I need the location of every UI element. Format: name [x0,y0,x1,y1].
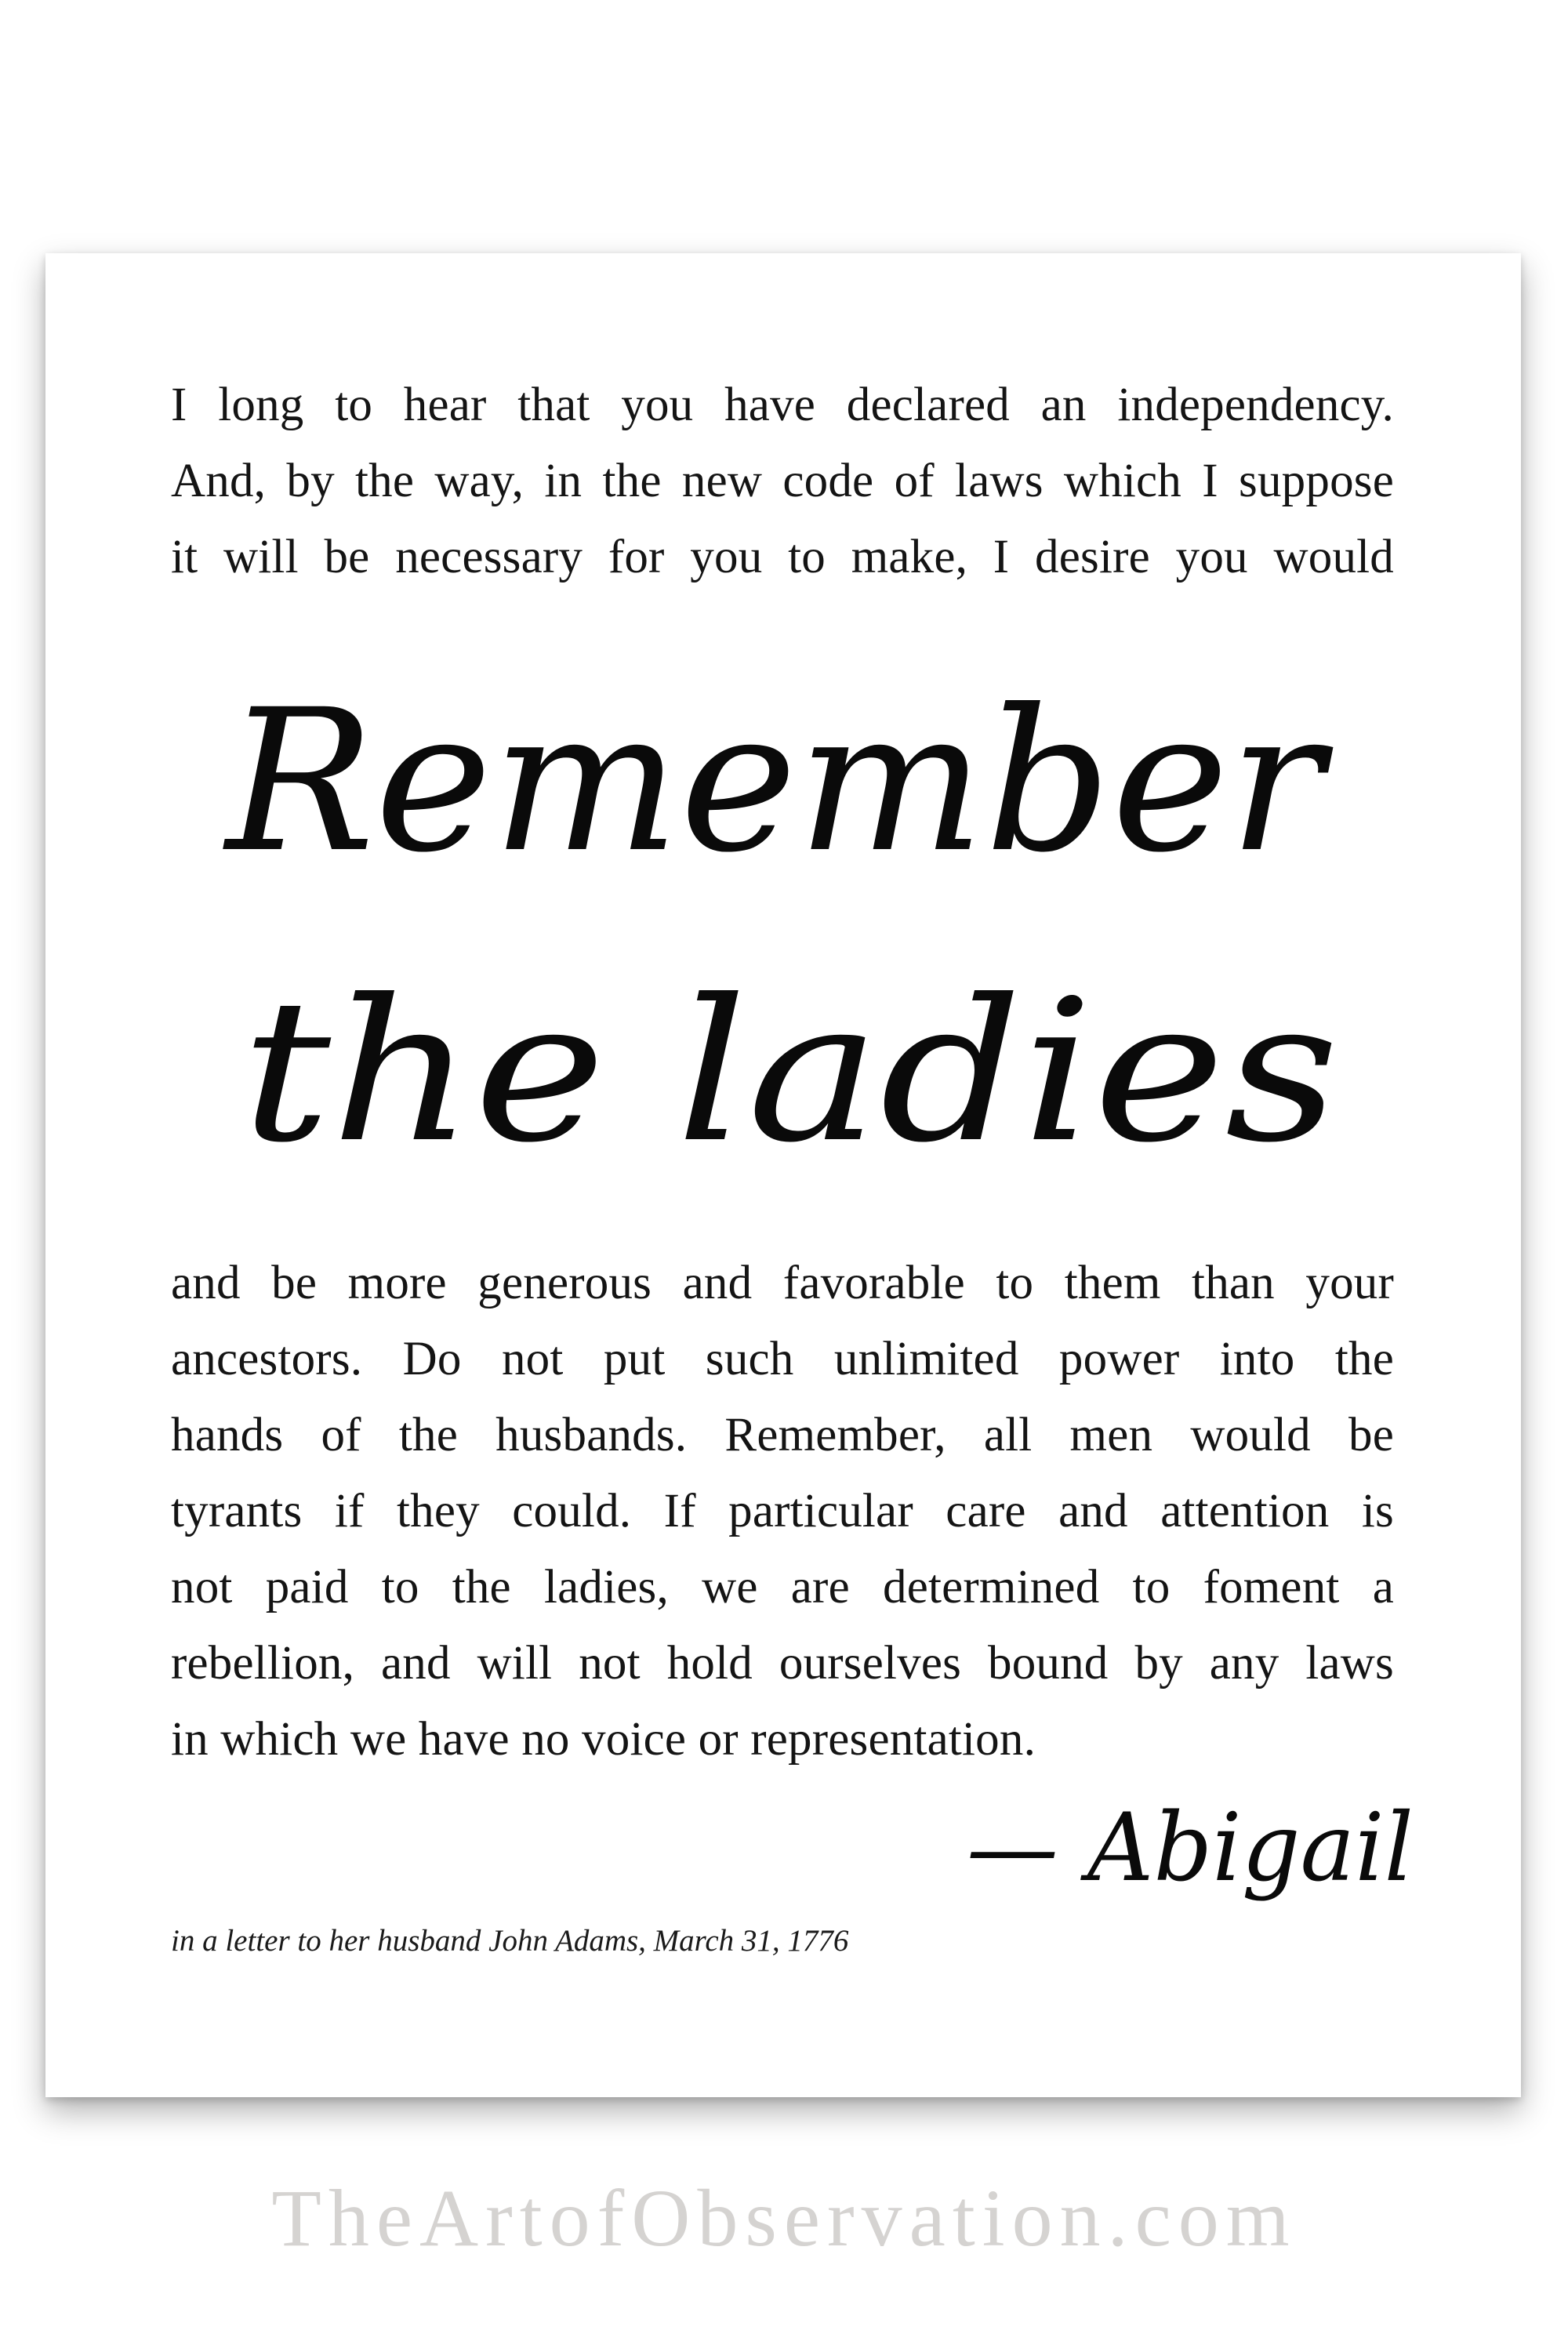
closing-paragraph [171,1245,1394,1777]
closing-line: not paid to the ladies, we are determined to foment a [171,1561,1394,1613]
signature-text: — Abigail [967,1794,1414,1903]
intro-line: And, by the way, in the new code of laws which I suppose [171,455,1394,507]
closing-line: rebellion, and will not hold ourselves bound by any laws [171,1637,1394,1690]
closing-line: ancestors. Do not put such unlimited power into the [171,1333,1394,1385]
headline-svg [202,653,1378,1241]
quote-print [45,253,1521,2097]
intro-line: it will be necessary for you to make, I desire you would [171,531,1394,583]
signature [959,1770,1429,1935]
closing-line: tyrants if they could. If particular care and attention is [171,1485,1394,1537]
closing-line: and be more generous and favorable to them than your [171,1257,1394,1309]
watermark: TheArtofObservation.com [271,2173,1297,2263]
headline-line-1: Remember [222,667,1334,895]
signature-svg [959,1770,1429,1935]
intro-paragraph [171,367,1394,595]
headline-script [202,653,1378,1241]
attribution: in a letter to her husband John Adams, March 31, 1776 [171,1924,849,1958]
intro-line: I long to hear that you have declared an independency. [171,379,1394,431]
headline-line-2: the ladies [241,957,1339,1185]
closing-line: hands of the husbands. Remember, all men would be [171,1409,1394,1461]
closing-line: in which we have no voice or representation. [171,1713,1036,1766]
